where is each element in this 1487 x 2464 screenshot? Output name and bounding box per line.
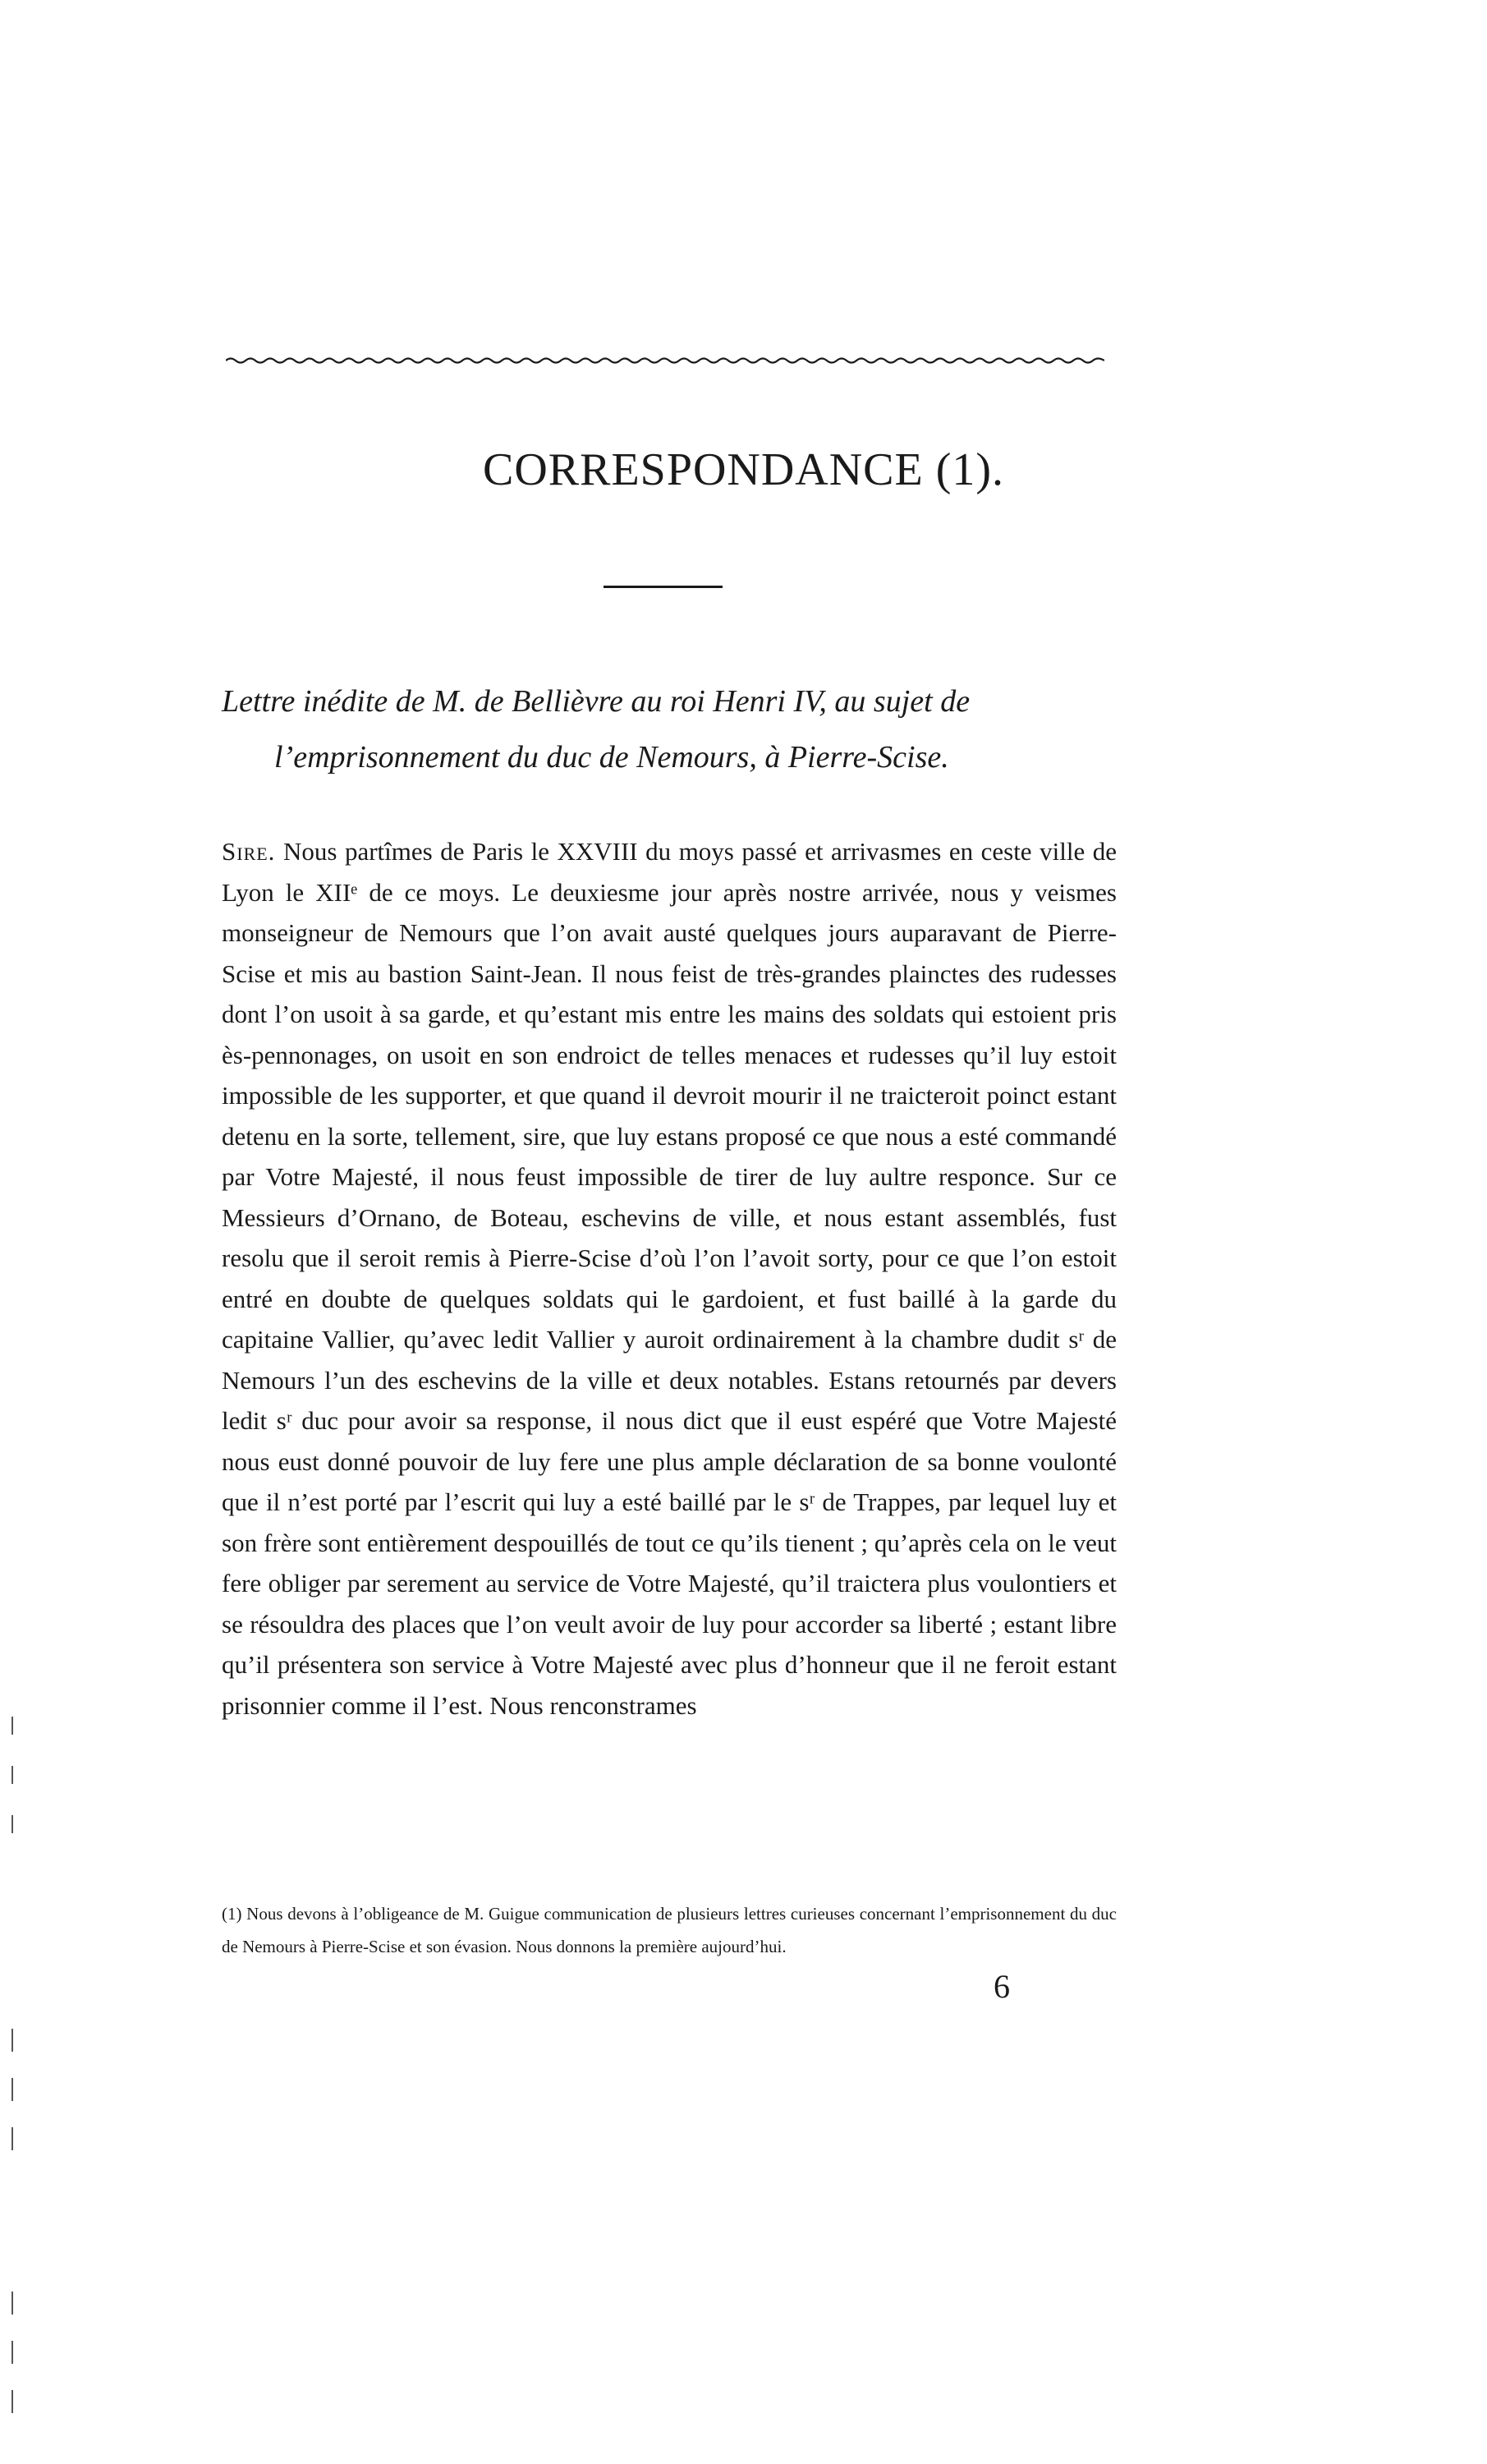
- margin-scan-mark: [11, 1815, 13, 1833]
- margin-scan-mark: [11, 2029, 13, 2052]
- page-title: CORRESPONDANCE (1).: [482, 444, 1005, 495]
- letter-text: Nous partîmes de Paris le XXVIII du moys passé et arrivasmes en ceste ville de Lyon le XIIᵉ de ce moys. Le deuxiesme jour après nostre arrivée, nous y veismes monseigneur de Nemours que l’on avait austé quelques jours auparavant de Pierre-Scise et mis au bastion Saint-Jean. Il nous feist de très-grandes plainctes des rudesses dont l’on usoit à sa garde, et qu’estant mis entre les mains des soldats qui estoient pris ès-pennonages, on usoit en son endroict de telles menaces et rudesses qu’il luy estoit impossible de les supporter, et que quand il devroit mourir il ne traicteroit poinct estant detenu en la sorte, tellement, sire, que luy estans proposé ce que nous a esté commandé par Votre Majesté, il nous feust impossible de tirer de luy aultre responce. Sur ce Messieurs d’Ornano, de Boteau, eschevins de ville, et nous estant assemblés, fust resolu que il seroit remis à Pierre-Scise d’où l’on l’avoit sorty, pour ce que l’on estoit entré en doubte de quelques soldats qui le gardoient, et fust baillé à la garde du capitaine Vallier, qu’avec ledit Vallier y auroit ordinairement à la chambre dudit sʳ de Nemours l’un des eschevins de la ville et deux notables. Estans retournés par devers ledit sʳ duc pour avoir sa response, il nous dict que il eust espéré que Votre Majesté nous eust donné pouvoir de luy fere une plus ample déclaration de sa bonne voulonté que il n’est porté par l’escrit qui luy a esté baillé par le sʳ de Trappes, par lequel luy et son frère sont entièrement despouillés de tout ce qu’ils tienent ; qu’après cela on le veut fere obliger par serement au service de Votre Majesté, qu’il traictera plus voulontiers et se résouldra des places que l’on veult avoir de luy pour accorder sa liberté ; estant libre qu’il présentera son service à Votre Majesté avec plus d’honneur que il ne feroit estant prisonnier comme il l’est. Nous renconstrames: [222, 837, 1117, 1720]
- margin-scan-mark: [11, 2390, 13, 2413]
- page-number: 6: [994, 1968, 1010, 2005]
- margin-scan-mark: [11, 2341, 13, 2364]
- margin-scan-mark: [11, 2127, 13, 2150]
- letter-subtitle: [222, 673, 1117, 785]
- subtitle-line-1: Lettre inédite de M. de Bellièvre au roi Henri IV, au sujet de: [222, 684, 971, 719]
- letter-body: [222, 831, 1117, 1726]
- salutation: Sire.: [222, 837, 276, 866]
- title-divider: [604, 586, 723, 588]
- wavy-rule: [226, 355, 1104, 366]
- margin-scan-mark: [11, 1766, 13, 1784]
- subtitle-line-2: l’emprisonnement du duc de Nemours, à Pierre-Scise.: [274, 740, 949, 775]
- footnote: (1) Nous devons à l’obligeance de M. Guigue communication de plusieurs lettres curieuses concernant l’emprisonnement du duc de Nemours à Pierre-Scise et son évasion. Nous donnons la première aujourd’hui.: [222, 1904, 1117, 1956]
- margin-scan-mark: [11, 2292, 13, 2315]
- margin-scan-mark: [11, 2078, 13, 2101]
- margin-scan-mark: [11, 1717, 13, 1735]
